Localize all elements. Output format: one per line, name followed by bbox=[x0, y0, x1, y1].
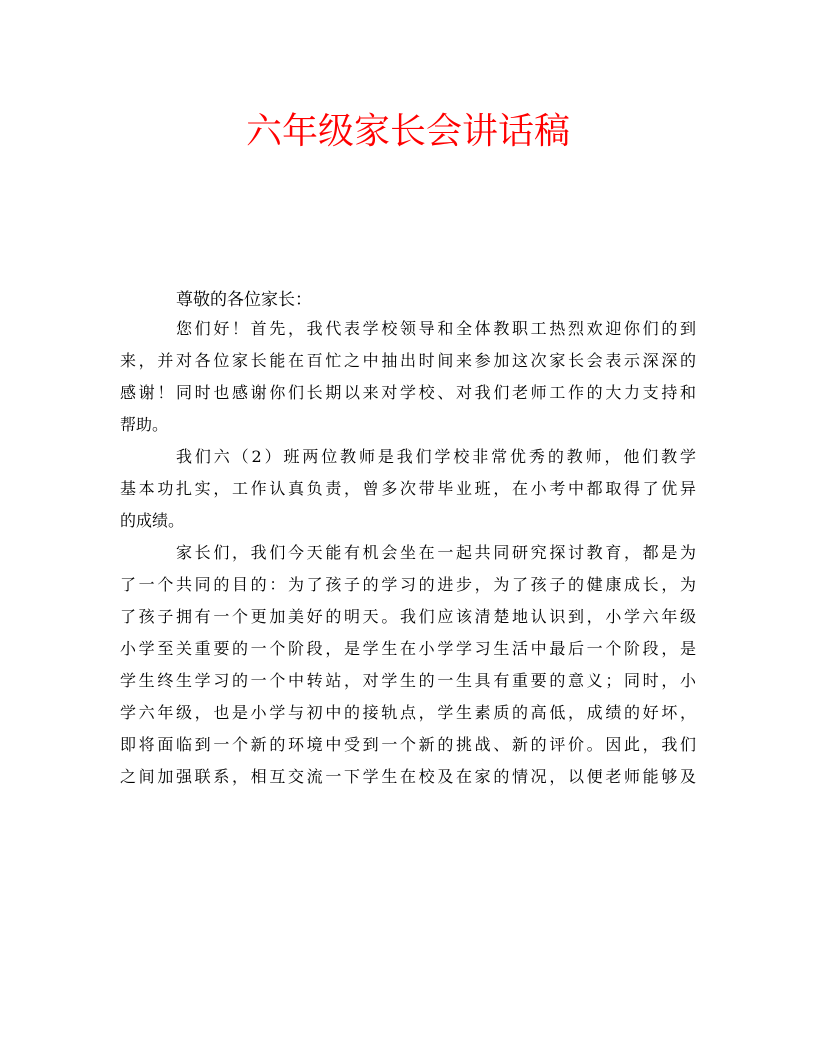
paragraph-line: 了孩子拥有一个更加美好的明天。我们应该清楚地认识到，小学六年级 bbox=[120, 607, 696, 626]
paragraph-line: 的成绩。 bbox=[120, 511, 185, 530]
paragraph-line: 小学至关重要的一个阶段，是学生在小学学习生活中最后一个阶段，是 bbox=[120, 639, 696, 658]
paragraph-line: 了一个共同的目的：为了孩子的学习的进步，为了孩子的健康成长，为 bbox=[120, 575, 696, 594]
paragraph-line: 之间加强联系，相互交流一下学生在校及在家的情况，以便老师能够及 bbox=[120, 767, 696, 786]
paragraph-3 bbox=[120, 540, 696, 796]
salutation: 尊敬的各位家长： bbox=[176, 290, 312, 310]
paragraph-line: 您们好！首先，我代表学校领导和全体教职工热烈欢迎你们的到 bbox=[176, 319, 696, 338]
paragraph-2 bbox=[120, 444, 696, 540]
paragraph-line: 我们六（2）班两位教师是我们学校非常优秀的教师，他们教学 bbox=[176, 447, 696, 466]
paragraph-line: 家长们，我们今天能有机会坐在一起共同研究探讨教育，都是为 bbox=[176, 543, 696, 562]
document-body bbox=[120, 284, 696, 796]
paragraph-line: 基本功扎实，工作认真负责，曾多次带毕业班，在小考中都取得了优异 bbox=[120, 479, 696, 498]
paragraph-line: 帮助。 bbox=[120, 415, 169, 434]
paragraph-line: 来，并对各位家长能在百忙之中抽出时间来参加这次家长会表示深深的 bbox=[120, 351, 696, 370]
document-title: 六年级家长会讲话稿 bbox=[245, 111, 570, 152]
paragraph-line: 学六年级，也是小学与初中的接轨点，学生素质的高低，成绩的好坏， bbox=[120, 703, 696, 722]
paragraph-line: 即将面临到一个新的环境中受到一个新的挑战、新的评价。因此，我们 bbox=[120, 735, 696, 754]
paragraph-line: 学生终生学习的一个中转站，对学生的一生具有重要的意义；同时，小 bbox=[120, 671, 696, 690]
paragraph-line: 感谢！同时也感谢你们长期以来对学校、对我们老师工作的大力支持和 bbox=[120, 383, 696, 402]
paragraph-1 bbox=[120, 316, 696, 444]
